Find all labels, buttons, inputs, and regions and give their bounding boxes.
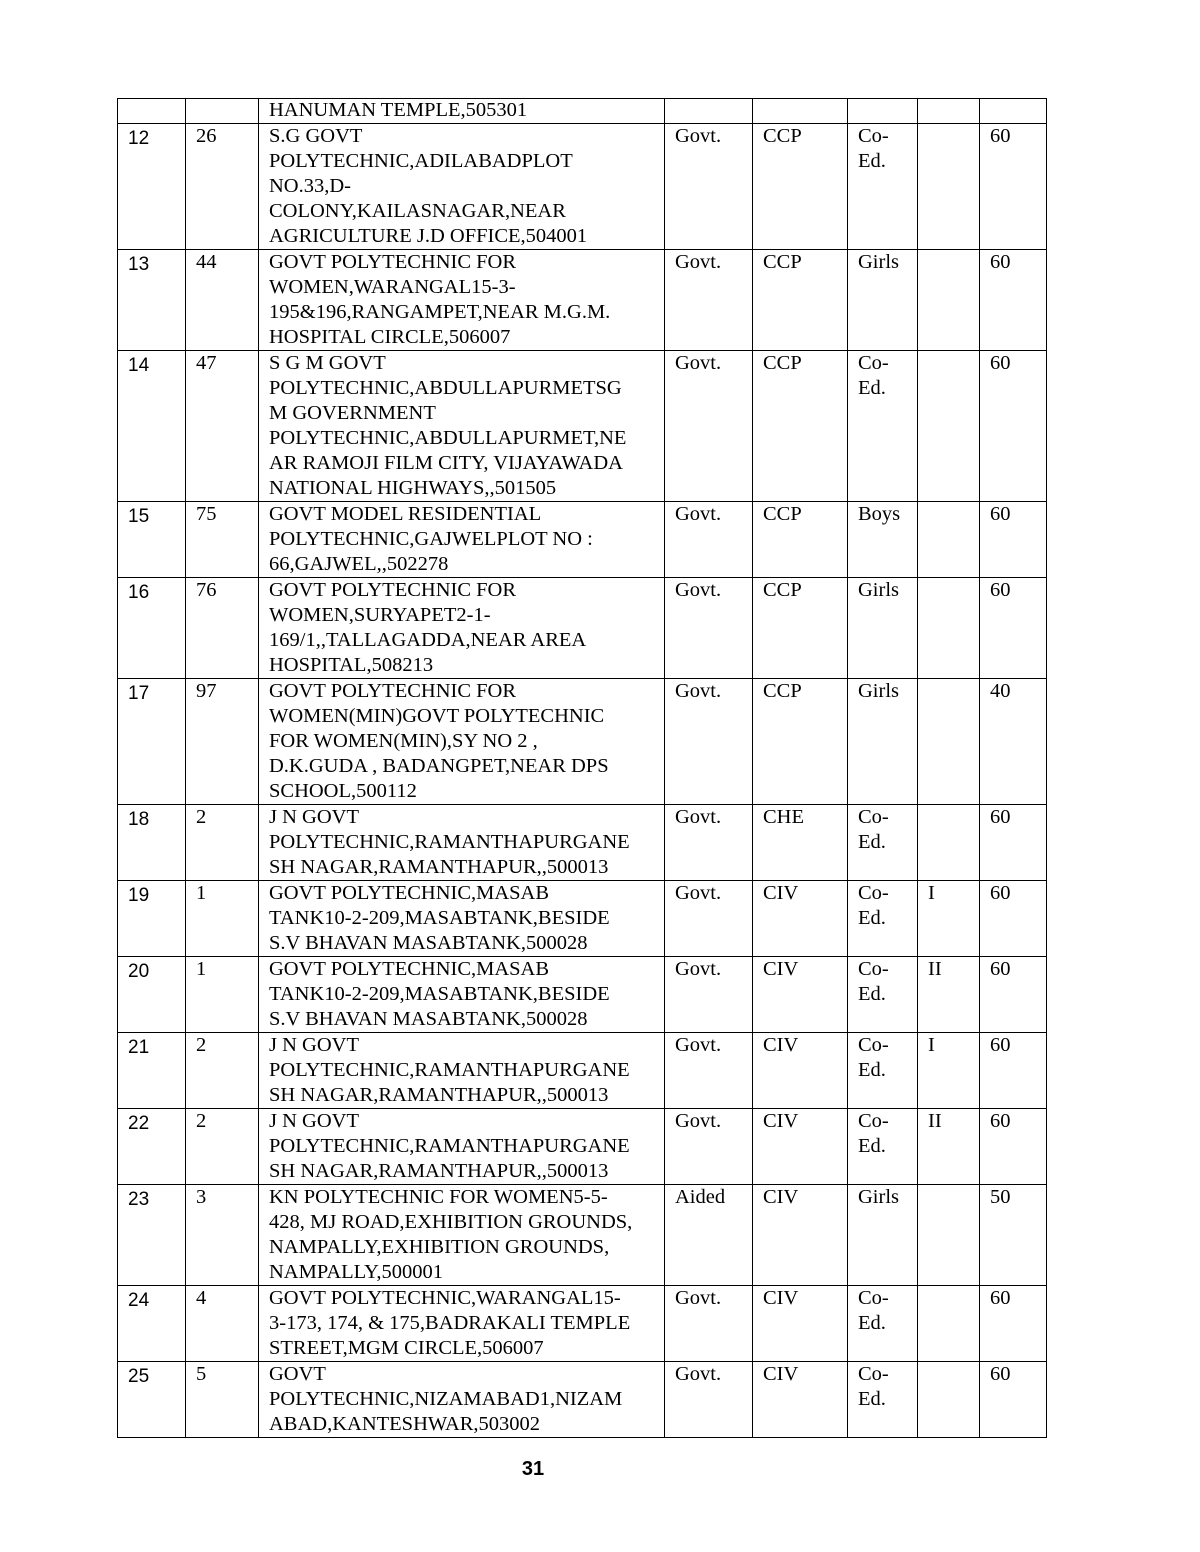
institute-code-cell: 4 [186, 1286, 259, 1362]
serial-number-cell: 15 [118, 502, 186, 578]
institute-code-cell: 44 [186, 250, 259, 351]
shift-cell: I [918, 881, 980, 957]
table-row [118, 502, 1047, 578]
shift-cell: II [918, 957, 980, 1033]
seats-cell: 60 [980, 1286, 1047, 1362]
institute-address-cell: J N GOVT POLYTECHNIC,RAMANTHAPURGANE SH NAGAR,RAMANTHAPUR,,500013 [259, 805, 665, 881]
institute-address-cell: GOVT POLYTECHNIC FOR WOMEN,WARANGAL15-3- 195&196,RANGAMPET,NEAR M.G.M. HOSPITAL CIRCLE,506007 [259, 250, 665, 351]
management-type-cell: Govt. [665, 1286, 753, 1362]
branch-code-cell: CCP [753, 351, 848, 502]
gender-cell: Co- Ed. [848, 124, 918, 250]
seats-cell: 60 [980, 805, 1047, 881]
seats-cell [980, 99, 1047, 124]
branch-code-cell [753, 99, 848, 124]
serial-number-cell: 21 [118, 1033, 186, 1109]
management-type-cell: Govt. [665, 805, 753, 881]
table-row [118, 1185, 1047, 1286]
institute-code-cell: 76 [186, 578, 259, 679]
branch-code-cell: CIV [753, 1109, 848, 1185]
shift-cell [918, 1185, 980, 1286]
serial-number-cell: 14 [118, 351, 186, 502]
branch-code-cell: CIV [753, 881, 848, 957]
gender-cell: Co- Ed. [848, 351, 918, 502]
serial-number-cell: 16 [118, 578, 186, 679]
serial-number-cell: 18 [118, 805, 186, 881]
table-row [118, 1033, 1047, 1109]
table-row [118, 679, 1047, 805]
institute-code-cell: 75 [186, 502, 259, 578]
serial-number-cell: 23 [118, 1185, 186, 1286]
shift-cell: II [918, 1109, 980, 1185]
shift-cell [918, 805, 980, 881]
institute-code-cell: 47 [186, 351, 259, 502]
institute-address-cell: J N GOVT POLYTECHNIC,RAMANTHAPURGANE SH NAGAR,RAMANTHAPUR,,500013 [259, 1033, 665, 1109]
shift-cell [918, 351, 980, 502]
management-type-cell: Govt. [665, 1033, 753, 1109]
seats-cell: 60 [980, 351, 1047, 502]
institute-address-cell: GOVT POLYTECHNIC,MASAB TANK10-2-209,MASABTANK,BESIDE S.V BHAVAN MASABTANK,500028 [259, 881, 665, 957]
table-row [118, 1286, 1047, 1362]
serial-number-cell: 22 [118, 1109, 186, 1185]
table-row [118, 124, 1047, 250]
shift-cell [918, 679, 980, 805]
institute-address-cell: GOVT MODEL RESIDENTIAL POLYTECHNIC,GAJWELPLOT NO : 66,GAJWEL,,502278 [259, 502, 665, 578]
seats-cell: 50 [980, 1185, 1047, 1286]
institute-code-cell: 97 [186, 679, 259, 805]
management-type-cell: Govt. [665, 124, 753, 250]
shift-cell [918, 502, 980, 578]
institute-code-cell: 1 [186, 957, 259, 1033]
management-type-cell: Govt. [665, 679, 753, 805]
branch-code-cell: CIV [753, 1286, 848, 1362]
page-number: 31 [521, 1458, 545, 1480]
institute-address-cell: HANUMAN TEMPLE,505301 [259, 99, 665, 124]
branch-code-cell: CCP [753, 250, 848, 351]
table-body [118, 99, 1047, 1438]
branch-code-cell: CCP [753, 502, 848, 578]
gender-cell: Co- Ed. [848, 1362, 918, 1438]
management-type-cell: Govt. [665, 502, 753, 578]
management-type-cell: Aided [665, 1185, 753, 1286]
table-row [118, 881, 1047, 957]
gender-cell: Boys [848, 502, 918, 578]
institute-address-cell: GOVT POLYTECHNIC FOR WOMEN(MIN)GOVT POLYTECHNIC FOR WOMEN(MIN),SY NO 2 , D.K.GUDA , BADANGPET,NEAR DPS SCHOOL,500112 [259, 679, 665, 805]
management-type-cell: Govt. [665, 957, 753, 1033]
institute-address-cell: S.G GOVT POLYTECHNIC,ADILABADPLOT NO.33,D- COLONY,KAILASNAGAR,NEAR AGRICULTURE J.D OFFICE,504001 [259, 124, 665, 250]
seats-cell: 60 [980, 1109, 1047, 1185]
gender-cell: Girls [848, 578, 918, 679]
gender-cell: Girls [848, 1185, 918, 1286]
seats-cell: 60 [980, 957, 1047, 1033]
institute-code-cell: 2 [186, 805, 259, 881]
institute-address-cell: GOVT POLYTECHNIC,NIZAMABAD1,NIZAM ABAD,KANTESHWAR,503002 [259, 1362, 665, 1438]
table-row [118, 957, 1047, 1033]
management-type-cell: Govt. [665, 578, 753, 679]
institute-code-cell: 2 [186, 1109, 259, 1185]
management-type-cell: Govt. [665, 351, 753, 502]
seats-cell: 60 [980, 1362, 1047, 1438]
gender-cell [848, 99, 918, 124]
branch-code-cell: CCP [753, 578, 848, 679]
seats-cell: 60 [980, 502, 1047, 578]
gender-cell: Co- Ed. [848, 1109, 918, 1185]
serial-number-cell: 25 [118, 1362, 186, 1438]
branch-code-cell: CIV [753, 1033, 848, 1109]
gender-cell: Girls [848, 250, 918, 351]
seats-cell: 60 [980, 881, 1047, 957]
seats-cell: 60 [980, 1033, 1047, 1109]
gender-cell: Co- Ed. [848, 1286, 918, 1362]
branch-code-cell: CIV [753, 1185, 848, 1286]
institutes-table [117, 98, 1047, 1438]
branch-code-cell: CIV [753, 957, 848, 1033]
serial-number-cell: 19 [118, 881, 186, 957]
seats-cell: 60 [980, 124, 1047, 250]
branch-code-cell: CCP [753, 124, 848, 250]
shift-cell [918, 99, 980, 124]
management-type-cell: Govt. [665, 250, 753, 351]
branch-code-cell: CCP [753, 679, 848, 805]
institute-address-cell: S G M GOVT POLYTECHNIC,ABDULLAPURMETSG M GOVERNMENT POLYTECHNIC,ABDULLAPURMET,NE AR RAMOJI FILM CITY, VIJAYAWADA NATIONAL HIGHWAYS,,501505 [259, 351, 665, 502]
branch-code-cell: CIV [753, 1362, 848, 1438]
gender-cell: Co- Ed. [848, 805, 918, 881]
shift-cell [918, 578, 980, 679]
seats-cell: 60 [980, 578, 1047, 679]
table-row [118, 250, 1047, 351]
table-row [118, 1362, 1047, 1438]
institute-code-cell: 1 [186, 881, 259, 957]
institute-code-cell: 26 [186, 124, 259, 250]
gender-cell: Co- Ed. [848, 881, 918, 957]
shift-cell: I [918, 1033, 980, 1109]
management-type-cell: Govt. [665, 1109, 753, 1185]
seats-cell: 40 [980, 679, 1047, 805]
institute-address-cell: J N GOVT POLYTECHNIC,RAMANTHAPURGANE SH NAGAR,RAMANTHAPUR,,500013 [259, 1109, 665, 1185]
branch-code-cell: CHE [753, 805, 848, 881]
serial-number-cell: 13 [118, 250, 186, 351]
shift-cell [918, 1286, 980, 1362]
shift-cell [918, 1362, 980, 1438]
institute-code-cell [186, 99, 259, 124]
institute-code-cell: 3 [186, 1185, 259, 1286]
management-type-cell [665, 99, 753, 124]
seats-cell: 60 [980, 250, 1047, 351]
table-row [118, 578, 1047, 679]
serial-number-cell: 17 [118, 679, 186, 805]
serial-number-cell [118, 99, 186, 124]
table-row [118, 1109, 1047, 1185]
serial-number-cell: 20 [118, 957, 186, 1033]
management-type-cell: Govt. [665, 881, 753, 957]
table-row [118, 805, 1047, 881]
shift-cell [918, 124, 980, 250]
gender-cell: Co- Ed. [848, 1033, 918, 1109]
institute-address-cell: GOVT POLYTECHNIC,WARANGAL15- 3-173, 174, & 175,BADRAKALI TEMPLE STREET,MGM CIRCLE,506007 [259, 1286, 665, 1362]
serial-number-cell: 24 [118, 1286, 186, 1362]
institute-code-cell: 5 [186, 1362, 259, 1438]
shift-cell [918, 250, 980, 351]
institute-address-cell: GOVT POLYTECHNIC,MASAB TANK10-2-209,MASABTANK,BESIDE S.V BHAVAN MASABTANK,500028 [259, 957, 665, 1033]
gender-cell: Co- Ed. [848, 957, 918, 1033]
table-row [118, 351, 1047, 502]
management-type-cell: Govt. [665, 1362, 753, 1438]
table-row [118, 99, 1047, 124]
serial-number-cell: 12 [118, 124, 186, 250]
gender-cell: Girls [848, 679, 918, 805]
institute-address-cell: GOVT POLYTECHNIC FOR WOMEN,SURYAPET2-1- 169/1,,TALLAGADDA,NEAR AREA HOSPITAL,508213 [259, 578, 665, 679]
institute-code-cell: 2 [186, 1033, 259, 1109]
institute-address-cell: KN POLYTECHNIC FOR WOMEN5-5- 428, MJ ROAD,EXHIBITION GROUNDS, NAMPALLY,EXHIBITION GROUNDS, NAMPALLY,500001 [259, 1185, 665, 1286]
